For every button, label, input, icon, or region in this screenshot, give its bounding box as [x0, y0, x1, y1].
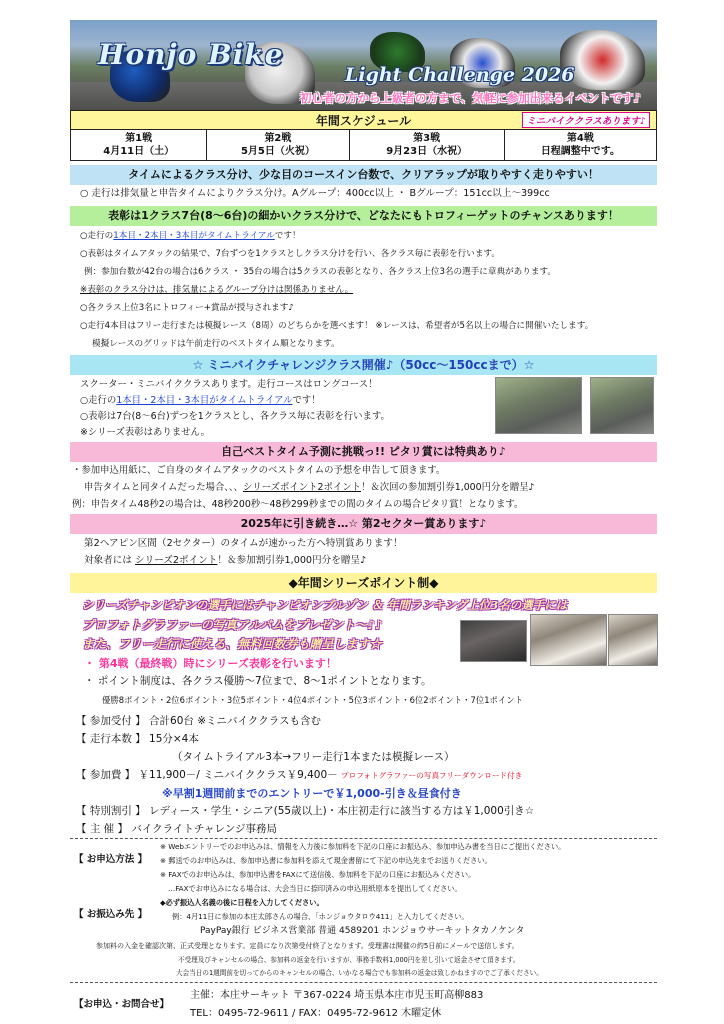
- banner-subtitle: Light Challenge 2026: [345, 64, 575, 86]
- banner-title: Honjo Bike: [98, 38, 284, 71]
- race-date: 5月5日（火祝）: [240, 146, 315, 157]
- fee-note: プロフォトグラファーの写真フリーダウンロード付き: [341, 771, 523, 780]
- transfer-line: ◆必ず振込人名義の後に日程を入力してください。: [160, 898, 324, 907]
- header-banner: [70, 20, 657, 112]
- transfer-label: 【 お振込み先 】: [74, 909, 148, 920]
- trophy-bar: 表彰は1クラス7台(8～6台)の細かいクラス分けで、どなたにもトロフィーゲットのチャンスあります！: [70, 206, 657, 226]
- text-span: ！＆参加割引券1,000円分を贈呈♪: [217, 555, 367, 566]
- laps-detail: （タイムトライアル3本→フリー走行1本または模擬レース）: [172, 751, 455, 763]
- race-date: 日程調整中です。: [540, 146, 621, 157]
- trophy-line: 模擬レースのグリッドは午前走行のベストタイム順となります。: [92, 339, 340, 349]
- mini-bike-photo: [590, 377, 654, 434]
- champion-prize-line: シリーズチャンピオンの選手にはチャンピオンブルゾン ＆ 年間ランキング上位3名の選手には: [82, 598, 568, 612]
- champion-prize-line: また、フリー走行に使える、無料回数券も贈呈します☆: [82, 637, 382, 651]
- dashed-divider: [70, 838, 657, 839]
- trophy-line: 例：参加台数が42台の場合は6クラス ・ 35台の場合は5クラスの表彰となり、各クラス上位3名の選手に章典があります。: [84, 267, 556, 277]
- album-photo: [460, 620, 527, 662]
- text-span: です！: [274, 231, 301, 241]
- best-time-line: 例：申告タイム48秒2の場合は、48秒200秒～48秒299秒までの間のタイムの場合ピタリ賞！となります。: [72, 499, 524, 510]
- best-time-bar: 自己ベストタイム予測に挑戦っ!! ピタリ賞には特典あり♪: [70, 442, 657, 462]
- race-name: 第3戦: [413, 133, 441, 144]
- race-date: 9月23日（水祝）: [386, 146, 468, 157]
- mini-bike-line: [80, 395, 321, 407]
- points-table-line: 優勝8ポイント・2位6ポイント・3位5ポイント・4位4ポイント・5位3ポイント・6位2ポイント・7位1ポイント: [102, 695, 524, 705]
- text-span: ○走行の: [80, 231, 114, 241]
- schedule-table: [70, 110, 657, 161]
- mini-bike-line: ※シリーズ表彰はありません。: [80, 427, 210, 438]
- race-date: 4月11日（土）: [103, 146, 175, 157]
- host-info: 【 主 催 】 バイクライトチャレンジ事務局: [76, 823, 277, 835]
- race-name: 第1戦: [125, 133, 153, 144]
- text-span: ○走行の: [80, 395, 117, 406]
- race-name: 第4戦: [566, 133, 594, 144]
- time-trial-highlight: 1本目・2本目・3本目がタイムトライアル: [113, 231, 275, 241]
- schedule-header: [71, 111, 657, 130]
- mini-class-note: ミニバイククラスあります♪: [522, 112, 650, 128]
- points-rule-line: ・ ポイント制度は、各クラス優勝～7位まで、8～1ポイントとなります。: [84, 675, 432, 687]
- race-cell: [349, 130, 504, 161]
- apply-line: ※ FAXでのお申込みは、参加申込書をFAXにて送信後、参加料を下記の口座にお振込みください。: [160, 870, 476, 879]
- album-photo: [608, 614, 658, 666]
- series-point-highlight: シリーズ2ポイント: [135, 555, 218, 566]
- sector-award-bar: 2025年に引き続き…☆ 第2セクター賞あります♪: [70, 514, 657, 534]
- apply-line: ※ 郵送でのお申込みは、参加申込書に参加料を添えて現金書留にて下記の申込先までお送りください。: [160, 856, 492, 865]
- early-discount: ※早割1週間前までのエントリーで￥1,000-引き＆昼食付き: [162, 787, 462, 800]
- race-name: 第2戦: [264, 133, 292, 144]
- contact-label: 【お申込・お問合せ】: [74, 999, 170, 1010]
- time-trial-highlight: 1本目・2本目・3本目がタイムトライアル: [116, 395, 293, 406]
- final-award-line: ・ 第4戦（最終戦）時にシリーズ表彰を行います！: [84, 657, 337, 670]
- transfer-line: 大会当日の1週間前を切ってからのキャンセルの場合、いかなる場合でも参加料の返金は致しかねますのでご了承ください。: [176, 969, 543, 977]
- fee-info: [76, 767, 522, 782]
- mini-bike-line: スクーター・ミニバイククラスあります。走行コースはロングコース！: [80, 379, 378, 390]
- bank-account: PayPay銀行 ビジネス営業部 普通 4589201 ホンジョウサーキットタカノケンタ: [200, 926, 525, 936]
- series-point-highlight: シリーズポイント2ポイント: [243, 482, 361, 493]
- race-cell: [71, 130, 207, 161]
- text-span: ！＆次回の参加割引券1,000円分を贈呈♪: [361, 482, 535, 493]
- text-span: です！: [292, 395, 321, 406]
- dashed-divider: [70, 982, 657, 983]
- mini-bike-photo: [495, 377, 582, 434]
- mini-bike-line: ○表彰は7台(8～6台)ずつを1クラスとし、各クラス毎に表彰を行います。: [80, 411, 390, 422]
- contact-address: 主催：本庄サーキット 〒367-0224 埼玉県本庄市児玉町高柳883: [190, 990, 484, 1001]
- sector-award-line: [84, 555, 366, 567]
- trophy-line: ※表彰のクラス分けは、排気量によるグループ分けは関係ありません。: [80, 285, 354, 295]
- text-span: 申告タイムと同タイムだった場合、、、: [84, 482, 243, 493]
- special-discount: 【 特別割引 】 レディース・学生・シニア(55歳以上)・本庄初走行に該当する方は￥1,000引き☆: [76, 805, 535, 817]
- class-division-bar: タイムによるクラス分け、少な目のコースイン台数で、クリアラップが取りやすく走りやすい！: [70, 165, 657, 185]
- album-photo: [530, 614, 607, 666]
- race-cell: [207, 130, 349, 161]
- transfer-line: 不受理及びキャンセルの場合、参加料の返金を行いますが、事務手数料1,000円を差し引いて返金させて頂きます。: [178, 956, 520, 964]
- fee-label: 【 参加費 】 ￥11,900－/ ミニバイククラス￥9,400－: [76, 769, 338, 781]
- trophy-line: [80, 230, 301, 242]
- contact-phone: TEL：0495-72-9611 / FAX：0495-72-9612 木曜定休: [190, 1008, 442, 1019]
- trophy-line: ○走行4本目はフリー走行または模擬レース（8周）のどちらかを選べます！ ※レースは、希望者が5名以上の場合に開催いたします。: [80, 321, 594, 331]
- text-span: 対象者には: [84, 555, 136, 566]
- sector-award-line: 第2ヘアピン区間（2セクター）のタイムが速かった方へ特別賞あります！: [84, 538, 403, 549]
- trophy-line: ○表彰はタイムアタックの結果で、7台ずつを1クラスとしクラス分けを行い、各クラス毎に表彰を行います。: [80, 249, 500, 259]
- race-cell: [504, 130, 656, 161]
- class-division-text: ○ 走行は排気量と申告タイムによりクラス分け。Aグループ：400cc以上 ・ Bグループ：151cc以上～399cc: [80, 188, 550, 199]
- transfer-line: 参加料の入金を確認次第、正式受理となります。定員になり次第受付終了となります。受理書は開催の約5日前にメールで送信します。: [96, 942, 519, 950]
- apply-line: …FAXでお申込みになる場合は、大会当日に捺印済みの申込用紙原本を提出してください。: [168, 884, 462, 893]
- laps-info: 【 走行本数 】 15分×4本: [76, 733, 199, 745]
- apply-label: 【 お申込方法 】: [74, 854, 148, 865]
- trophy-line: ○各クラス上位3名にトロフィー+賞品が授与されます♪: [80, 303, 294, 313]
- transfer-line: 例：4月11日に参加の本庄太郎さんの場合、「ホンジョウタロウ411」と入力してください。: [172, 912, 469, 921]
- schedule-title: 年間スケジュール: [315, 113, 412, 128]
- series-points-bar: ◆年間シリーズポイント制◆: [70, 573, 657, 593]
- champion-prize-line: プロフォトグラファーの写真アルバムをプレゼント～♪♪: [82, 618, 383, 632]
- best-time-line: [84, 482, 534, 494]
- reception-info: 【 参加受付 】 合計60台 ※ミニバイククラスも含む: [76, 715, 321, 727]
- banner-tagline: 初心者の方から上級者の方まで、気軽に参加出来るイベントです♪: [300, 91, 641, 105]
- best-time-line: ・参加申込用紙に、ご自身のタイムアタックのベストタイムの予想を申告して頂きます。: [72, 465, 446, 476]
- mini-bike-bar: ☆ ミニバイクチャレンジクラス開催♪（50cc～150ccまで）☆: [70, 355, 657, 375]
- apply-line: ※ Webエントリーでのお申込みは、情報を入力後に参加料を下記の口座にお振込み、参加申込み書を当日にご提出ください。: [160, 842, 566, 851]
